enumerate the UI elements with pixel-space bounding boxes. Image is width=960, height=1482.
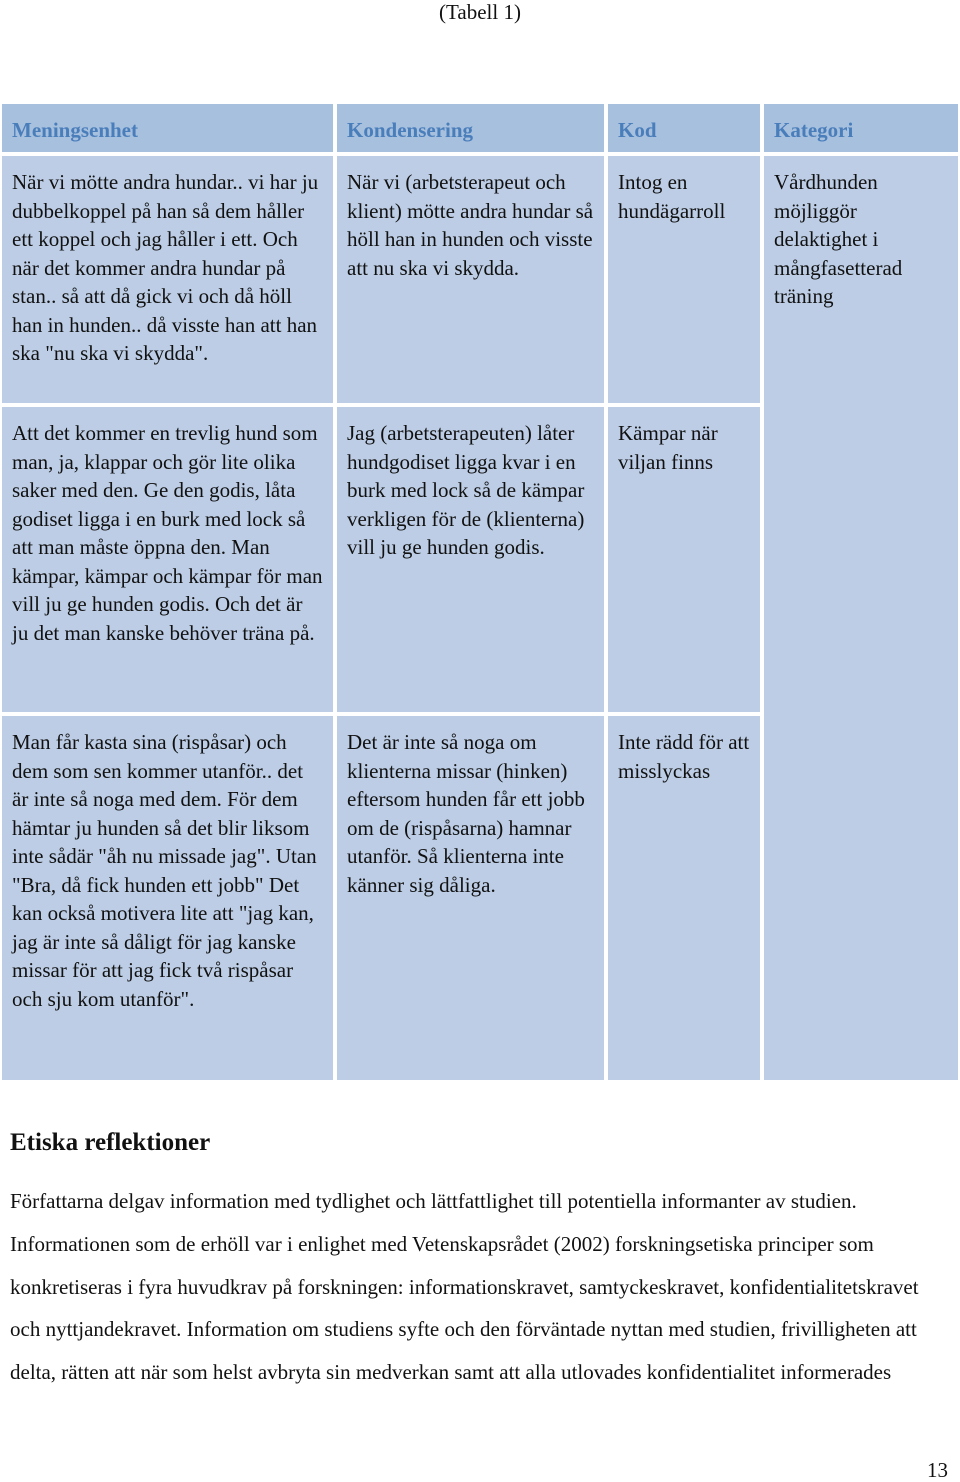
row3-meningsenhet: Man får kasta sina (rispåsar) och dem som sen kommer utanför.. det är inte så noga med dem. För dem hämtar ju hunden så det blir liksom inte sådär "åh nu missade jag". Utan "Bra, då fick hunden ett jobb" Det kan också motivera lite att "jag kan, jag är inte så dåligt för jag kanske missar för att jag fick två rispåsar och sju kom utanför". bbox=[2, 716, 333, 1080]
row2-kondensering: Jag (arbetsterapeuten) låter hundgodiset ligga kvar i en burk med lock så de kämpar verkligen för de (klienterna) vill ju ge hunden godis. bbox=[337, 407, 604, 712]
header-kategori: Kategori bbox=[764, 104, 958, 152]
row1-kondensering: När vi (arbetsterapeut och klient) mötte andra hundar så höll han in hunden och visste att nu ska vi skydda. bbox=[337, 156, 604, 403]
header-meningsenhet: Meningsenhet bbox=[2, 104, 333, 152]
row3-kod: Inte rädd för att misslyckas bbox=[608, 716, 760, 1080]
kategori-cell: Vårdhunden möjliggör delaktighet i mångfasetterad träning bbox=[764, 156, 958, 1080]
page-number: 13 bbox=[927, 1458, 948, 1482]
section-heading: Etiska reflektioner bbox=[10, 1129, 211, 1156]
row2-kod: Kämpar när viljan finns bbox=[608, 407, 760, 712]
row1-kod: Intog en hundägarroll bbox=[608, 156, 760, 403]
coding-table bbox=[2, 104, 958, 1080]
row2-meningsenhet: Att det kommer en trevlig hund som man, ja, klappar och gör lite olika saker med den. Ge den godis, låta godiset ligga i en burk med lock så att man måste öppna den. Man kämpar, kämpar och kämpar för man vill ju ge hunden godis. Och det är ju det man kanske behöver träna på. bbox=[2, 407, 333, 712]
header-kod: Kod bbox=[608, 104, 760, 152]
table-caption: (Tabell 1) bbox=[439, 0, 521, 24]
row1-meningsenhet: När vi mötte andra hundar.. vi har ju dubbelkoppel på han så dem håller ett koppel och jag håller i ett. Och när det kommer andra hundar på stan.. så att då gick vi och då höll han in hunden.. då visste han att han ska "nu ska vi skydda". bbox=[2, 156, 333, 403]
section-paragraph: Författarna delgav information med tydlighet och lättfattlighet till potentiella informanter av studien. Informationen som de erhöll var i enlighet med Vetenskapsrådet (2002) forskningsetiska principer som konkretiseras i fyra huvudkrav på forskningen: informationskravet, samtyckeskravet, konfidentialitetskravet och nyttjandekravet. Information om studiens syfte och den förväntade nyttan med studien, frivilligheten att delta, rätten att när som helst avbryta sin medverkan samt att alla utlovades konfidentialitet informerades bbox=[10, 1189, 919, 1385]
header-kondensering: Kondensering bbox=[337, 104, 604, 152]
row3-kondensering: Det är inte så noga om klienterna missar (hinken) eftersom hunden får ett jobb om de (rispåsarna) hamnar utanför. Så klienterna inte känner sig dåliga. bbox=[337, 716, 604, 1080]
